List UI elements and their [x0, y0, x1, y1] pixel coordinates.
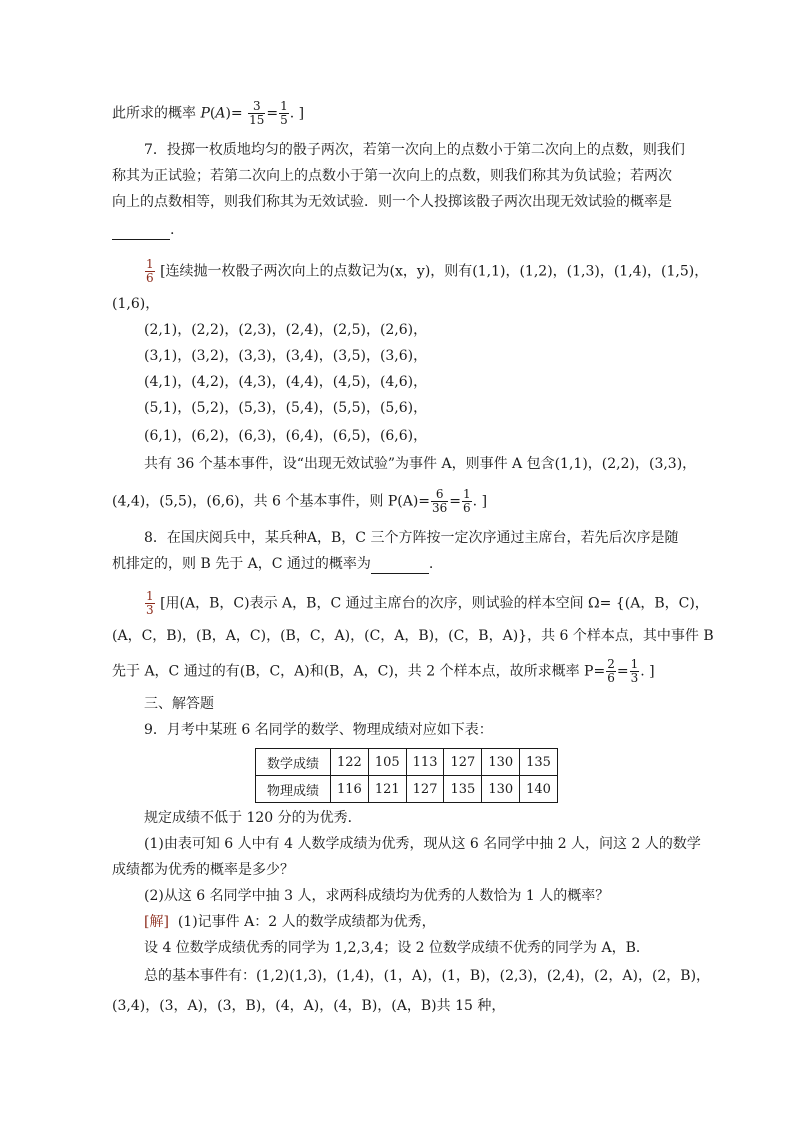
row-label: 物理成绩: [256, 776, 331, 803]
denominator: 6: [146, 271, 154, 285]
text: .: [170, 222, 175, 238]
text: (: [209, 105, 216, 122]
a8-line-1: [144, 590, 709, 617]
a7-line-8: 共有 36 个基本事件，设“出现无效试验”为事件 A，则事件 A 包含(1,1)，(2,2)，(3,3)，: [144, 456, 697, 472]
fraction: [630, 658, 640, 685]
table-cell: 135: [444, 776, 482, 803]
denominator: 15: [249, 113, 265, 127]
table-cell: 127: [444, 749, 482, 776]
a7-row: (2,1)，(2,2)，(2,3)，(2,4)，(2,5)，(2,6)，: [144, 322, 428, 338]
answer-fraction: [145, 590, 155, 617]
numerator: 1: [146, 257, 154, 271]
table-cell: 127: [406, 776, 444, 803]
text: [用(A，B，C)表示 A，B，C 通过主席台的次序，则试验的样本空间 Ω= {(A，B，C)，: [160, 595, 709, 612]
q8-line-1: 8．在国庆阅兵中，某兵种A，B，C 三个方阵按一定次序通过主席台，若先后次序是随: [144, 530, 679, 546]
numerator: 1: [630, 657, 639, 671]
text: =: [266, 105, 279, 122]
denominator: 6: [607, 671, 615, 685]
q9-solution-line4: (3,4)，(3，A)，(3，B)，(4，A)，(4，B)，(A，B)共 15 种，: [112, 998, 506, 1014]
text: =: [616, 663, 629, 680]
table-cell: 135: [520, 749, 558, 776]
fraction: [248, 100, 265, 127]
row-label: 数学成绩: [256, 749, 331, 776]
result-line: [112, 100, 304, 127]
fraction: [279, 100, 289, 127]
q7-line-3: 向上的点数相等，则我们称其为无效试验．则一个人投掷该骰子两次出现无效试验的概率是: [112, 194, 672, 210]
table-row: [256, 776, 558, 803]
numerator: 1: [146, 589, 154, 603]
q9-part2: (2)从这 6 名同学中抽 3 人，求两科成绩均为优秀的人数恰为 1 人的概率？: [144, 888, 610, 904]
text: [连续抛一枚骰子两次向上的点数记为(x，y)，则有(1,1)，(1,2)，(1,3)，(1,4)，(1,5)，: [160, 263, 709, 280]
text: .: [428, 556, 434, 572]
table-cell: 113: [406, 749, 444, 776]
q9-solution-line2: 设 4 位数学成绩优秀的同学为 1,2,3,4；设 2 位数学成绩不优秀的同学为 A，B．: [144, 940, 650, 956]
table-row: [256, 749, 558, 776]
table-cell: 116: [331, 776, 369, 803]
a8-line-3: [112, 658, 655, 685]
q7-line-1: 7．投掷一枚质地均匀的骰子两次，若第一次向上的点数小于第二次向上的点数，则我们: [144, 142, 685, 158]
q9-intro: 9．月考中某班 6 名同学的数学、物理成绩对应如下表：: [144, 722, 493, 738]
text: . ]: [640, 663, 655, 680]
fraction: [606, 658, 616, 685]
text: (1)记事件 A：2 人的数学成绩都为优秀，: [177, 914, 436, 930]
q8-line-2: [112, 554, 433, 574]
solution-tag: [解]: [144, 914, 169, 930]
a8-line-2: (A，C，B)，(B，A，C)，(B，C，A)，(C，A，B)，(C，B，A)}，共 6 个样本点，其中事件 B: [112, 628, 714, 644]
q9-rule: 规定成绩不低于 120 分的为优秀．: [144, 810, 362, 826]
a7-line-2: (1,6)，: [112, 296, 160, 312]
table-cell: 140: [520, 776, 558, 803]
numerator: 1: [463, 487, 471, 501]
text: 先于 A，C 通过的有(B，C，A)和(B，A，C)，共 2 个样本点，故所求概率 P=: [112, 663, 606, 680]
q9-part1-line2: 成绩都为优秀的概率是多少？: [112, 862, 294, 878]
a7-row: (5,1)，(5,2)，(5,3)，(5,4)，(5,5)，(5,6)，: [144, 400, 428, 416]
numerator: 2: [607, 657, 615, 671]
fraction: [462, 488, 472, 515]
denominator: 3: [630, 671, 639, 685]
q9-solution-line3: 总的基本事件有：(1,2)(1,3)，(1,4)，(1，A)，(1，B)，(2,3)，(2,4)，(2，A)，(2，B)，: [144, 968, 711, 984]
denominator: 6: [463, 501, 471, 515]
denominator: 36: [432, 501, 448, 515]
answer-fraction: [145, 258, 155, 285]
text: 机排定的，则 B 先于 A，C 通过的概率为: [112, 556, 371, 572]
q9-solution-line1: [144, 912, 436, 932]
a7-line-9: [112, 488, 487, 515]
answer-blank: [112, 225, 170, 240]
a7-row: (3,1)，(3,2)，(3,3)，(3,4)，(3,5)，(3,6)，: [144, 348, 428, 364]
fraction: [431, 488, 448, 515]
text: (4,4)，(5,5)，(6,6)，共 6 个基本事件，则 P(A)=: [112, 493, 431, 510]
table-cell: 121: [368, 776, 406, 803]
a7-row: (6,1)，(6,2)，(6,3)，(6,4)，(6,5)，(6,6)，: [144, 428, 428, 444]
text: )=: [225, 105, 243, 122]
answer-blank: [371, 559, 429, 574]
numerator: 6: [431, 488, 448, 502]
text: . ]: [472, 493, 488, 510]
text: 此所求的概率: [112, 105, 201, 122]
text: . ]: [289, 105, 305, 122]
a7-line-1: [144, 258, 708, 285]
q7-line-4: [112, 220, 174, 240]
text: =: [449, 493, 462, 510]
a7-row: (4,1)，(4,2)，(4,3)，(4,4)，(4,5)，(4,6)，: [144, 374, 428, 390]
text: P: [200, 105, 210, 122]
table-cell: 130: [482, 749, 520, 776]
q7-line-2: 称其为正试验；若第二次向上的点数小于第一次向上的点数，则我们称其为负试验；若两次: [112, 168, 672, 184]
scores-table: [255, 748, 558, 803]
q9-part1-line1: (1)由表可知 6 人中有 4 人数学成绩为优秀，现从这 6 名同学中抽 2 人，问这 2 人的数学: [144, 836, 701, 852]
section-heading: 三、解答题: [144, 696, 214, 712]
table-cell: 130: [482, 776, 520, 803]
table-cell: 105: [368, 749, 406, 776]
denominator: 5: [280, 113, 288, 127]
text: A: [215, 105, 226, 122]
numerator: 3: [248, 100, 265, 114]
denominator: 3: [146, 603, 154, 617]
table-cell: 122: [331, 749, 369, 776]
numerator: 1: [280, 99, 288, 113]
